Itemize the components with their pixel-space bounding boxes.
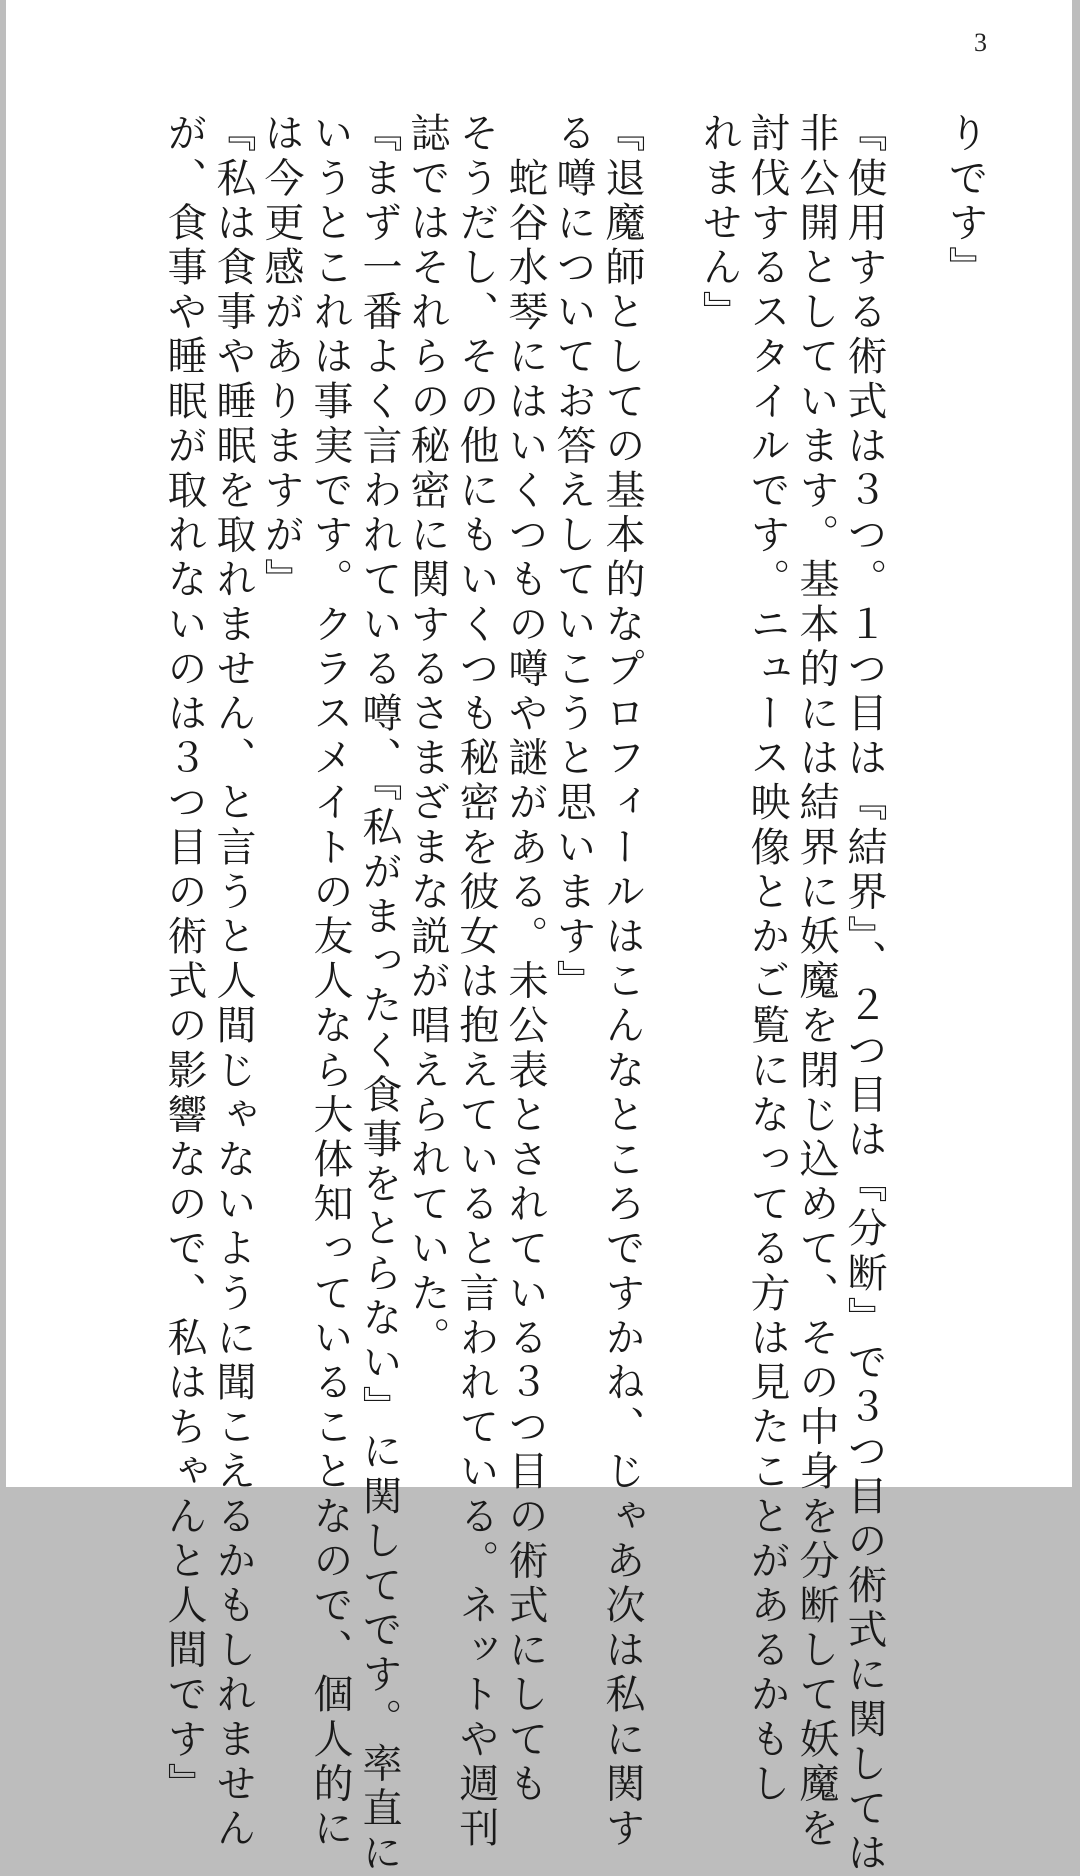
text-column-4: 討伐するスタイルです。ニュース映像とかご覧になってる方は見たことがあるかもし xyxy=(744,112,790,1807)
book-page xyxy=(6,0,1072,1876)
text-column-6: 『退魔師としての基本的なプロフィールはこんなところですかね、じゃあ次は私に関す xyxy=(599,112,645,1852)
text-column-8: 蛇谷水琴にはいくつもの噂や謎がある。未公表とされている３つ目の術式にしても xyxy=(502,112,548,1807)
text-column-5: れません』 xyxy=(696,112,742,335)
text-column-15: が、食事や睡眠が取れないのは３つ目の術式の影響なので、私はちゃんと人間です』 xyxy=(161,112,207,1807)
text-column-1: りです』 xyxy=(942,112,988,291)
page-number: 3 xyxy=(974,28,987,57)
text-column-11: 『まず一番よく言われている噂、『私がまったく食事をとらない』に関してです。率直に xyxy=(356,112,402,1876)
text-column-7: る噂についてお答えしていこうと思います』 xyxy=(550,112,596,1004)
text-column-2: 『使用する術式は３つ。１つ目は『結界』、２つ目は『分断』で３つ目の術式に関しては xyxy=(841,112,887,1876)
text-column-10: 誌ではそれらの秘密に関するさまざまな説が唱えられていた。 xyxy=(404,112,450,1361)
text-column-3: 非公開としています。基本的には結界に妖魔を閉じ込めて、その中身を分断して妖魔を xyxy=(793,112,839,1852)
text-column-9: そうだし、その他にもいくつも秘密を彼女は抱えていると言われている。ネットや週刊 xyxy=(453,112,499,1852)
text-column-12: いうとこれは事実です。クラスメイトの友人なら大体知っていることなので、個人的に xyxy=(307,112,353,1852)
text-column-14: 『私は食事や睡眠を取れません、と言うと人間じゃないように聞こえるかもしれません xyxy=(210,112,256,1852)
text-column-13: は今更感がありますが』 xyxy=(258,112,304,603)
